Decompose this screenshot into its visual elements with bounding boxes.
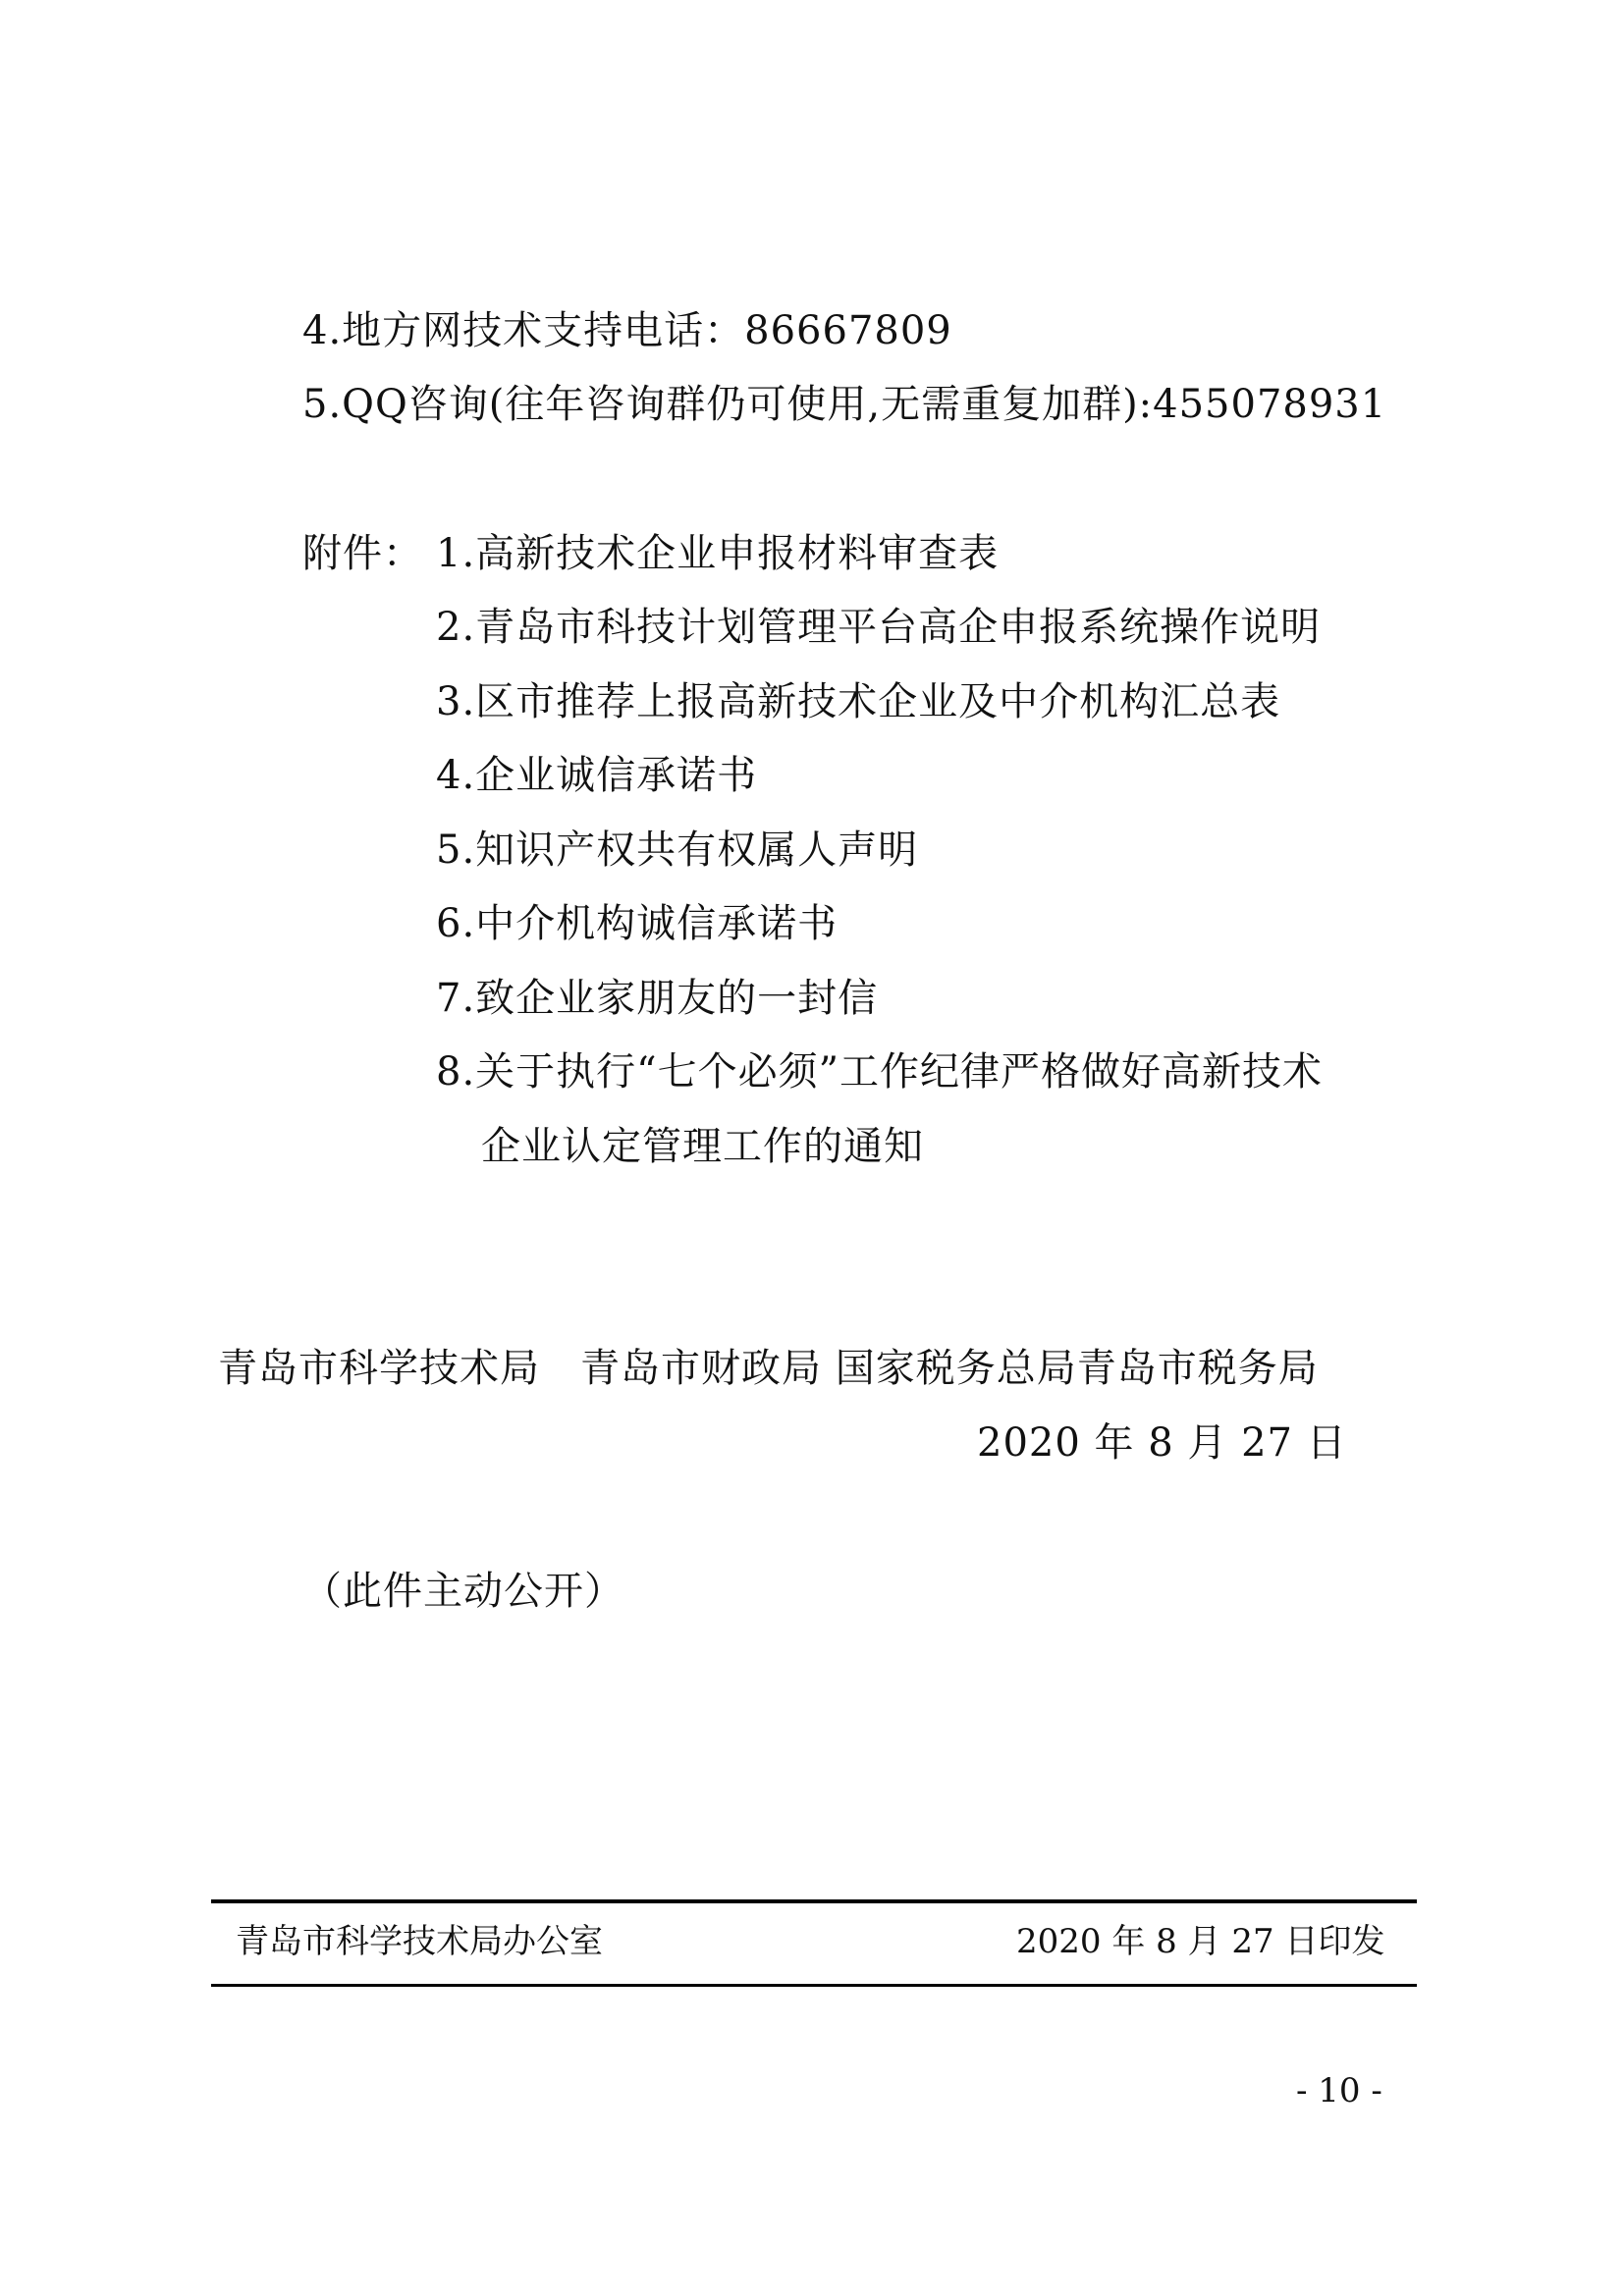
disclosure-note: （此件主动公开） (302, 1569, 624, 1614)
attachment-item-3: 3.区市推荐上报高新技术企业及中介机构汇总表 (436, 679, 1281, 724)
footer-top-rule (211, 1899, 1417, 1903)
signature-date: 2020 年 8 月 27 日 (977, 1420, 1347, 1466)
attachment-item-1-text: 1.高新技术企业申报材料审查表 (436, 531, 1000, 576)
footer-office: 青岛市科学技术局办公室 (236, 1922, 603, 1961)
contact-item-qq: 5.QQ咨询(往年咨询群仍可使用,无需重复加群):455078931 (302, 382, 1387, 427)
attachments-label: 附件： (302, 531, 423, 576)
attachment-item-5: 5.知识产权共有权属人声明 (436, 828, 919, 873)
attachment-item-2: 2.青岛市科技计划管理平台高企申报系统操作说明 (436, 605, 1322, 650)
attachment-item-6: 6.中介机构诚信承诺书 (436, 901, 839, 946)
attachment-item-7: 7.致企业家朋友的一封信 (436, 976, 879, 1021)
footer-bottom-rule (211, 1984, 1417, 1987)
attachment-item-8: 8.关于执行“七个必须”工作纪律严格做好高新技术 (436, 1049, 1324, 1095)
attachment-item-8-continuation: 企业认定管理工作的通知 (481, 1124, 924, 1169)
issuing-authorities: 青岛市科学技术局 青岛市财政局 国家税务总局青岛市税务局 (218, 1346, 1319, 1391)
attachment-item-4: 4.企业诚信承诺书 (436, 753, 758, 798)
page-number: - 10 - (1296, 2071, 1382, 2110)
footer-print-date: 2020 年 8 月 27 日印发 (1016, 1922, 1385, 1961)
attachment-item-1 (302, 530, 999, 577)
contact-item-phone: 4.地方网技术支持电话：86667809 (302, 308, 952, 353)
